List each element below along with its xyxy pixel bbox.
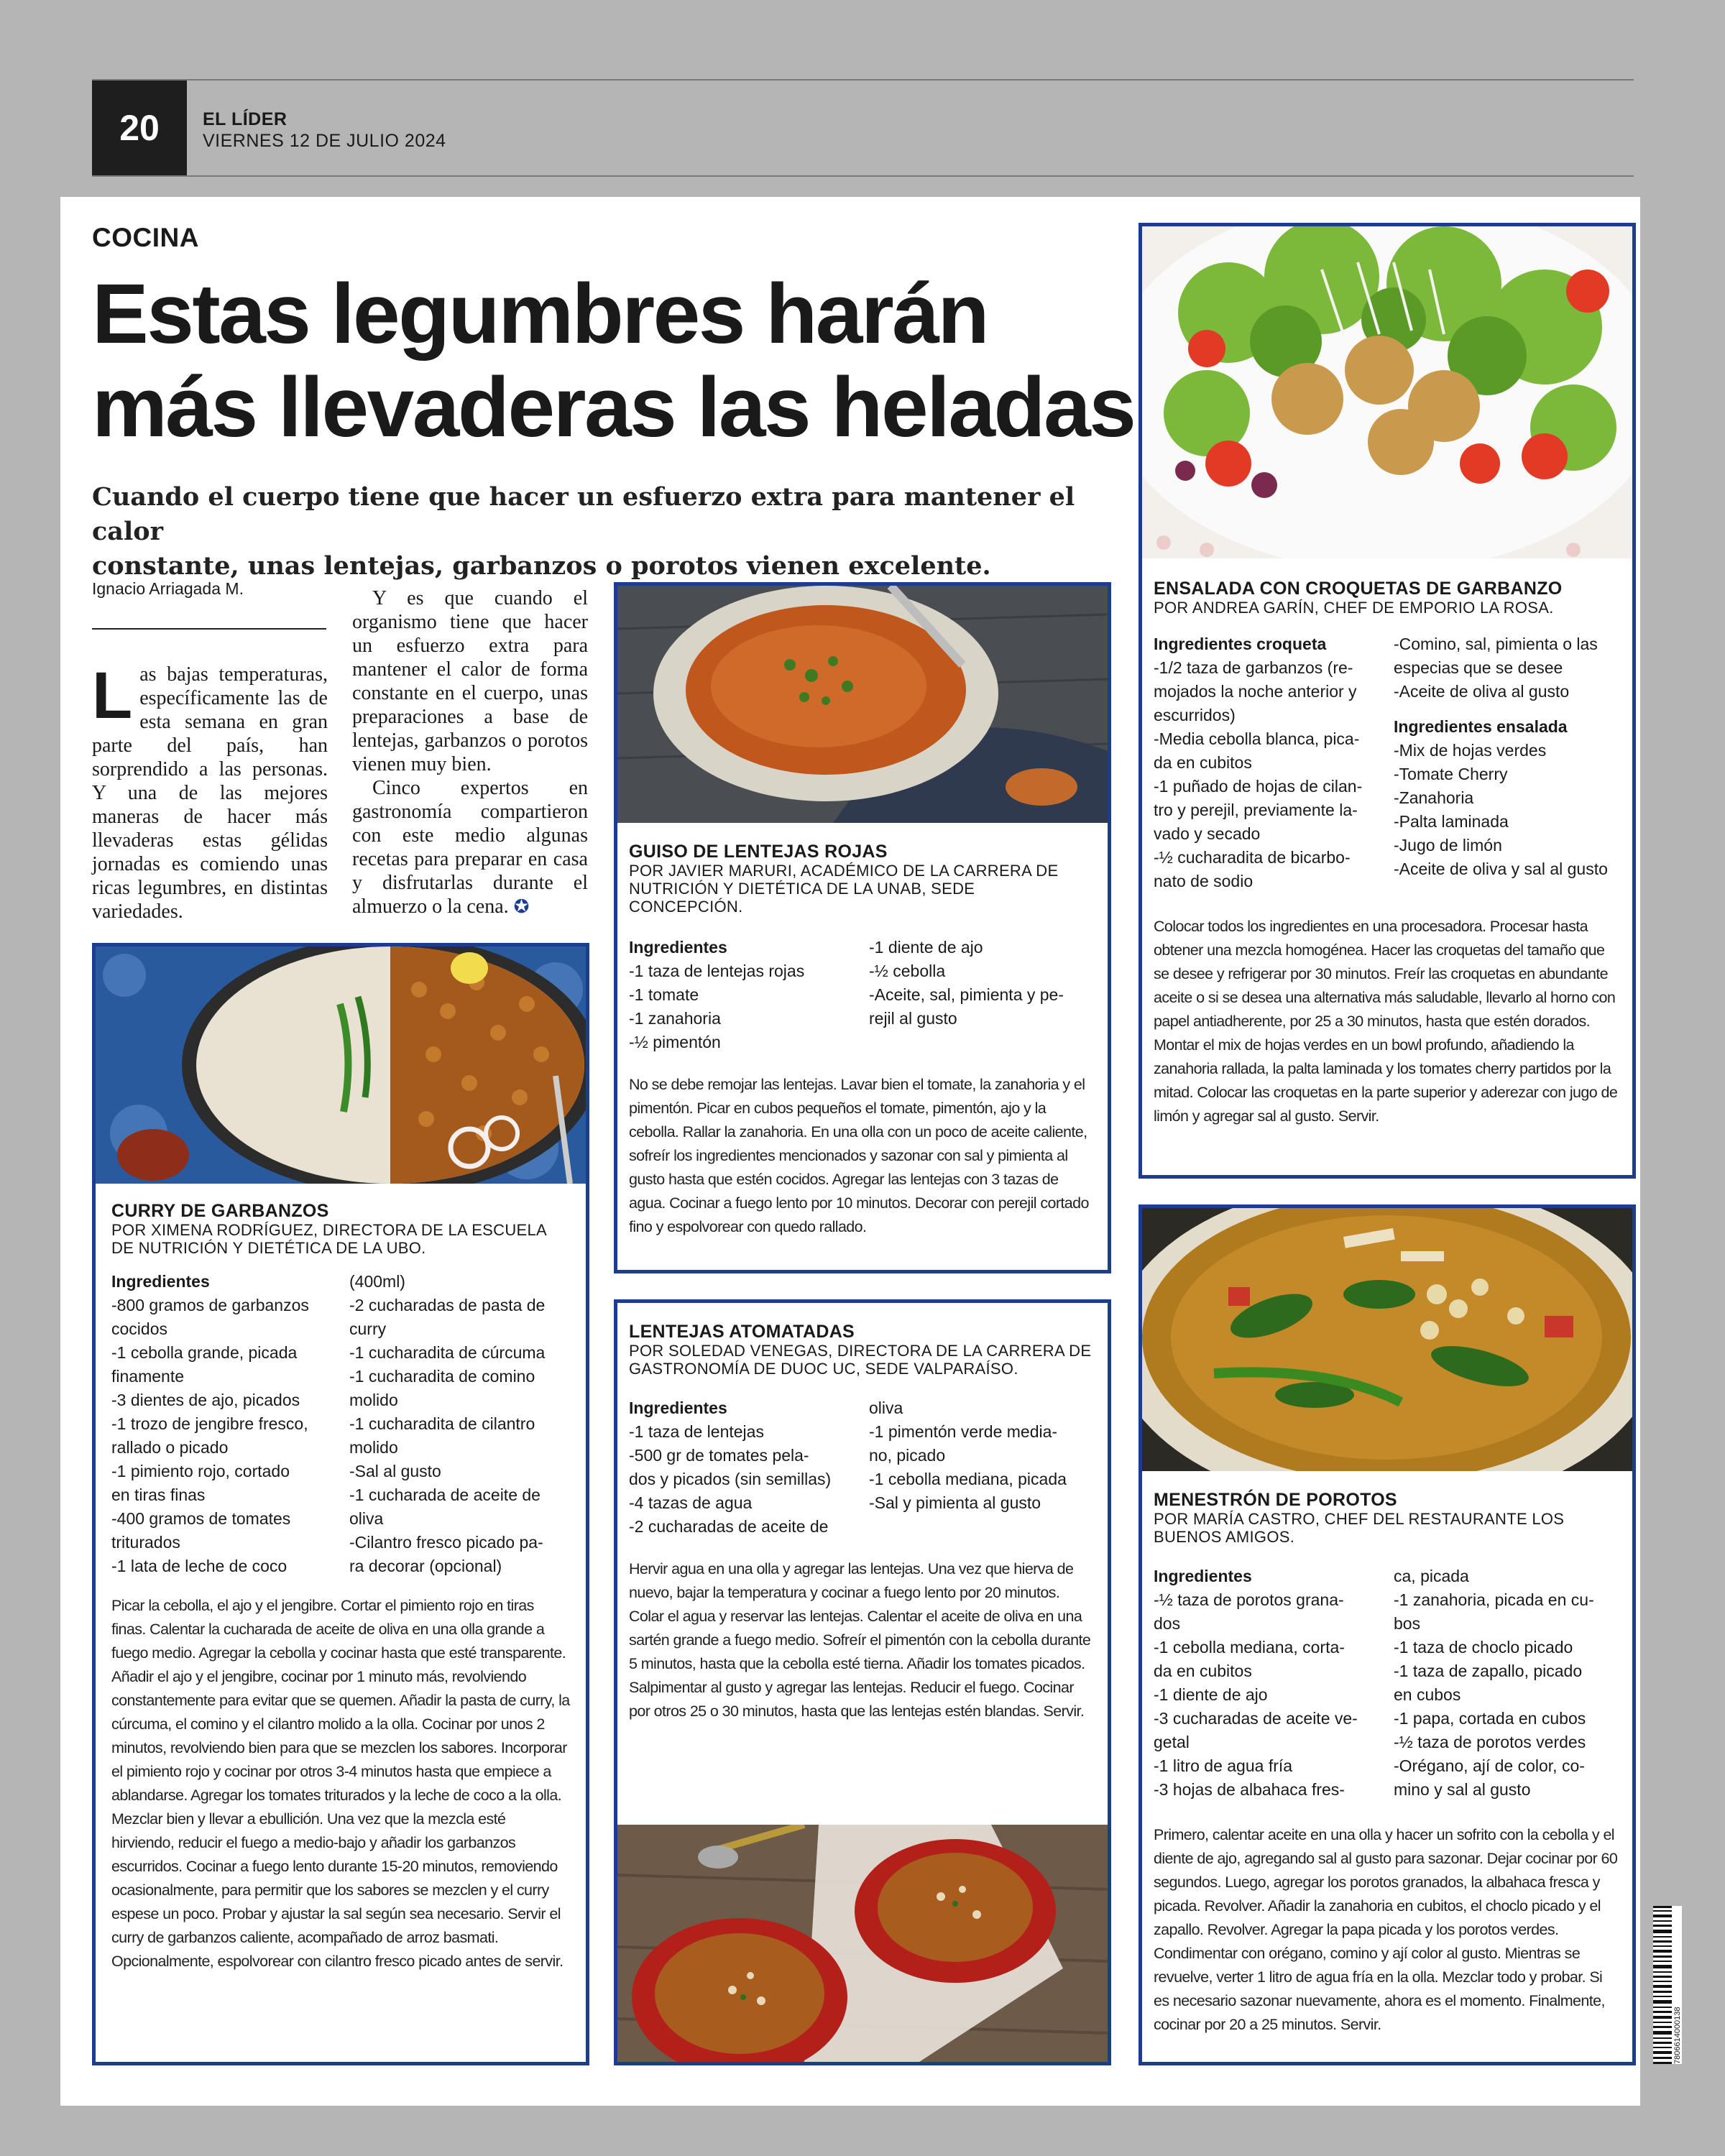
- ingredient-line: -1 papa, cortada en cubos: [1394, 1709, 1586, 1728]
- ingredient-line: -Zanahoria: [1394, 788, 1474, 807]
- ingredient-line: -1 zanahoria: [629, 1009, 721, 1028]
- recipe-byline-guiso-1: POR JAVIER MARURI, ACADÉMICO DE LA CARRERA DE: [629, 862, 1059, 880]
- ingredients-atomatadas: [629, 1396, 1093, 1539]
- ingredient-line: rallado o picado: [111, 1438, 229, 1457]
- issue-date: VIERNES 12 DE JULIO 2024: [203, 131, 446, 151]
- ingredient-line: -1 cucharadita de cúrcuma: [349, 1343, 546, 1362]
- ingredient-line: -Aceite de oliva y sal al gusto: [1394, 860, 1608, 878]
- recipe-byline-menestron-2: BUENOS AMIGOS.: [1154, 1528, 1295, 1546]
- ingredient-line: -1 cebolla grande, picada: [111, 1343, 298, 1362]
- ingredient-line: -1 trozo de jengibre fresco,: [111, 1414, 308, 1433]
- article-paragraph-3: [352, 776, 588, 918]
- recipe-byline-guiso-2: NUTRICIÓN Y DIETÉTICA DE LA UNAB, SEDE CONCEPCIÓN.: [629, 880, 975, 916]
- ingredient-line: -3 hojas de albahaca fres-: [1154, 1780, 1345, 1799]
- ingredient-line: -Sal al gusto: [349, 1462, 441, 1480]
- ingredient-line: -Tomate Cherry: [1394, 765, 1508, 783]
- instructions-guiso: No se debe remojar las lentejas. Lavar bien el tomate, la zanahoria y el pimentón. Picar en cubos pequeños el tomate, pimentón, ajo y la cebolla. Rallar la zanahoria. En una olla con un poco de aceite caliente, sofreír los ingredientes mencionados y sazonar con sal y pimienta al gusto hasta que estén cocidos. Agregar las lentejas con 3 tazas de agua. Cocinar a fuego lento por 10 minutos. Decorar con perejil cortado fino y espolvorear con quedo rallado.: [629, 1076, 1089, 1235]
- recipe-byline-atomatadas-2: GASTRONOMÍA DE DUOC UC, SEDE VALPARAÍSO.: [629, 1360, 1018, 1378]
- ingredient-line: -1 tomate: [629, 985, 699, 1004]
- photo-salad: [1142, 226, 1632, 558]
- ingredient-line: da en cubitos: [1154, 753, 1252, 772]
- recipe-box-curry: [92, 943, 589, 2065]
- ingredient-line: -1 zanahoria, picada en cu-: [1394, 1590, 1594, 1609]
- ingredients-label-2: Ingredientes ensalada: [1394, 717, 1568, 736]
- ingredients-label: Ingredientes: [1154, 1567, 1252, 1585]
- ingredient-line: curry: [349, 1319, 387, 1338]
- ingredient-line: -1 lata de leche de coco: [111, 1557, 288, 1575]
- ingredients-menestron-left: [1154, 1565, 1378, 1802]
- ingredient-line: cocidos: [111, 1319, 167, 1338]
- ingredient-line: -3 cucharadas de aceite ve-: [1154, 1709, 1358, 1728]
- ingredients-ensalada: [1154, 632, 1618, 893]
- byline-rule: [92, 628, 326, 630]
- ingredient-line: -Sal y pimienta al gusto: [869, 1493, 1041, 1512]
- article-column-2: [352, 586, 588, 918]
- ingredient-line: especias que se desee: [1394, 658, 1563, 677]
- ingredient-line: -1 taza de zapallo, picado: [1394, 1662, 1583, 1680]
- ingredient-line: vado y secado: [1154, 824, 1261, 843]
- ingredients-curry-left: [111, 1270, 334, 1578]
- recipe-box-ensalada: [1138, 223, 1636, 1179]
- ingredient-line: -½ taza de porotos verdes: [1394, 1733, 1586, 1751]
- ingredient-line: triturados: [111, 1533, 180, 1552]
- ingredient-line: -1 taza de lentejas: [629, 1422, 764, 1441]
- ingredient-line: rejil al gusto: [869, 1009, 957, 1028]
- recipe-byline-curry-1: POR XIMENA RODRÍGUEZ, DIRECTORA DE LA ESCUELA: [111, 1221, 548, 1239]
- ingredient-line: molido: [349, 1438, 398, 1457]
- ingredient-line: -1 cucharadita de cilantro: [349, 1414, 535, 1433]
- recipe-title-atomatadas: LENTEJAS ATOMATADAS: [629, 1322, 855, 1342]
- ingredient-line: en tiras finas: [111, 1485, 206, 1504]
- end-mark-icon: ✪: [513, 896, 530, 917]
- instructions-menestron: Primero, calentar aceite en una olla y hacer un sofrito con la cebolla y el diente de ajo, agregando sal al gusto para sazonar. Dejar cocinar por 60 segundos. Luego, agregar los porotos granados, la albahaca fresca y picada. Revolver. Añadir la zanahoria en cubitos, el choclo picado y el zapallo. Revolver. Agregar la papa picada y los porotos verdes. Condimentar con orégano, comino y ají color al gusto. Mientras se revuelve, verter 1 litro de agua fría en la olla. Mezclar todo y probar. Si es necesario sazonar nuevamente, ahora es el momento. Finalmente, cocinar por 20 a 25 minutos. Servir.: [1154, 1826, 1618, 2033]
- paper-name: EL LÍDER: [203, 109, 288, 129]
- ingredients-curry-right: [349, 1270, 571, 1578]
- instructions-ensalada: Colocar todos los ingredientes en una procesadora. Procesar hasta obtener una mezcla homogénea. Hacer las croquetas del tamaño que se desee y refrigerar por 30 minutos. Freír las croquetas en abundante aceite o si se desea una alternativa más saludable, llevarlo al horno con papel antiadherente, por 25 a 30 minutos, hasta que estén dorados. Montar el mix de hojas verdes en un bowl profundo, añadiendo la zanahoria rallada, la palta laminada y los tomates cherry partidos por la mitad. Colocar las croquetas en la parte superior y aderezar con jugo de limón y agregar sal al gusto. Servir.: [1154, 918, 1618, 1125]
- recipe-title-ensalada: ENSALADA CON CROQUETAS DE GARBANZO: [1154, 579, 1563, 599]
- ingredient-line: -1 diente de ajo: [869, 938, 983, 957]
- ingredient-line: -3 dientes de ajo, picados: [111, 1391, 300, 1409]
- ingredient-line: -1 puñado de hojas de cilan-: [1154, 777, 1363, 796]
- ingredient-line: -1 diente de ajo: [1154, 1685, 1268, 1704]
- dek: [92, 480, 1149, 584]
- ingredients-curry: [111, 1270, 571, 1578]
- ingredient-line: -Comino, sal, pimienta o las: [1394, 635, 1598, 653]
- headline-line-1: Estas legumbres harán: [92, 267, 988, 361]
- ingredient-line: ca, picada: [1394, 1567, 1469, 1585]
- headline: [92, 267, 1141, 454]
- page-number: 20: [92, 80, 187, 175]
- ingredient-line: finamente: [111, 1367, 185, 1386]
- ingredients-label: Ingredientes: [629, 938, 727, 957]
- ingredients-ensalada-right: [1394, 632, 1618, 893]
- dek-line-2: constante, unas lentejas, garbanzos o porotos vienen excelente.: [92, 551, 991, 581]
- ingredient-line: dos y picados (sin semillas): [629, 1470, 832, 1488]
- bean-stew-illustration: [1142, 1208, 1632, 1471]
- ingredient-line: -1 cucharadita de comino: [349, 1367, 535, 1386]
- ingredients-atomatadas-left: [629, 1396, 853, 1539]
- ingredient-line: -½ pimentón: [629, 1033, 721, 1051]
- recipe-byline-ensalada-1: POR ANDREA GARÍN, CHEF DE EMPORIO LA ROSA.: [1154, 599, 1554, 617]
- ingredient-line: en cubos: [1394, 1685, 1461, 1704]
- ingredients-ensalada-left: [1154, 632, 1378, 893]
- recipe-box-menestron: [1138, 1204, 1636, 2065]
- ingredient-line: escurridos): [1154, 706, 1236, 724]
- ingredient-line: -1/2 taza de garbanzos (re-: [1154, 658, 1353, 677]
- recipe-title-menestron: MENESTRÓN DE POROTOS: [1154, 1490, 1397, 1510]
- photo-lentil-soup: [617, 586, 1108, 823]
- ingredients-label: Ingredientes: [111, 1272, 210, 1291]
- recipe-box-guiso: [614, 582, 1111, 1273]
- ingredients-guiso-right: [869, 936, 1093, 1054]
- ingredients-label: Ingredientes: [629, 1399, 727, 1417]
- ingredient-line: mojados la noche anterior y: [1154, 682, 1357, 701]
- ingredient-line: -1 cebolla mediana, picada: [869, 1470, 1067, 1488]
- ingredient-line: -1 taza de choclo picado: [1394, 1638, 1573, 1657]
- dek-line-1: Cuando el cuerpo tiene que hacer un esfuerzo extra para mantener el calor: [92, 482, 1075, 546]
- recipe-byline-atomatadas-1: POR SOLEDAD VENEGAS, DIRECTORA DE LA CARRERA DE: [629, 1342, 1092, 1360]
- ingredient-line: -500 gr de tomates pela-: [629, 1446, 809, 1465]
- masthead-top-rule: [92, 79, 1634, 80]
- photo-curry-dish: [96, 946, 586, 1184]
- ingredient-line: dos: [1154, 1614, 1181, 1633]
- ingredient-line: -Palta laminada: [1394, 812, 1509, 831]
- section-label: COCINA: [92, 223, 199, 252]
- ingredients-label: Ingredientes croqueta: [1154, 635, 1327, 653]
- ingredient-line: ra decorar (opcional): [349, 1557, 502, 1575]
- ingredient-line: -800 gramos de garbanzos: [111, 1296, 309, 1314]
- ingredient-line: oliva: [869, 1399, 903, 1417]
- ingredient-line: -2 cucharadas de aceite de: [629, 1517, 829, 1536]
- ingredient-line: bos: [1394, 1614, 1421, 1633]
- lentil-soup-illustration: [617, 586, 1108, 823]
- tomato-lentils-illustration: [617, 1825, 1108, 2062]
- recipe-title-guiso: GUISO DE LENTEJAS ROJAS: [629, 842, 888, 862]
- ingredients-menestron: [1154, 1565, 1618, 1802]
- ingredient-line: oliva: [349, 1509, 384, 1528]
- ingredient-line: -Cilantro fresco picado pa-: [349, 1533, 543, 1552]
- instructions-atomatadas: Hervir agua en una olla y agregar las lentejas. Una vez que hierva de nuevo, bajar la temperatura y cocinar a fuego lento por 20 minutos. Colar el agua y reservar las lentejas. Calentar el aceite de oliva en una sartén grande a fuego medio. Sofreír el pimentón con la cebolla durante 5 minutos, hasta que la cebolla esté tierna. Añadir los tomates picados. Salpimentar al gusto y agregar las lentejas. Reducir el fuego. Cocinar por otros 25 o 30 minutos, hasta que las lentejas estén blandas. Servir.: [629, 1560, 1091, 1720]
- ingredients-menestron-right: [1394, 1565, 1618, 1802]
- instructions-curry: Picar la cebolla, el ajo y el jengibre. Cortar el pimiento rojo en tiras finas. Calentar la cucharada de aceite de oliva en una olla grande a fuego medio. Agregar la cebolla y cocinar hasta que esté transparente. Añadir el ajo y el jengibre, cocinar por 1 minuto más, revolviendo constantemente para evitar que se quemen. Añadir la pasta de curry, la cúrcuma, el comino y el cilantro molido a la olla. Cocinar por unos 2 minutos, revolviendo bien para que se mezclen los sabores. Incorporar el pimiento rojo y cocinar por otros 3-4 minutos hasta que empiece a ablandarse. Agregar los tomates triturados y la leche de coco a la olla. Mezclar bien y llevar a ebullición. Una vez que la mezcla esté hirviendo, reducir el fuego a medio-bajo y añadir los garbanzos escurridos. Cocinar a fuego lento durante 15-20 minutos, removiendo ocasionalmente, para permitir que los sabores se mezclen y el curry espese un poco. Probar y ajustar la sal según sea necesario. Servir el curry de garbanzos caliente, acompañado de arroz basmati. Opcionalmente, espolvorear con cilantro fresco picado antes de servir.: [111, 1597, 570, 1970]
- ingredient-line: -1 taza de lentejas rojas: [629, 962, 805, 980]
- barcode-icon: [1653, 1906, 1672, 2064]
- ingredients-atomatadas-right: [869, 1396, 1093, 1539]
- ingredient-line: -Mix de hojas verdes: [1394, 741, 1547, 760]
- salad-illustration: [1142, 226, 1632, 558]
- ingredient-line: -½ taza de porotos grana-: [1154, 1590, 1344, 1609]
- curry-illustration: [96, 946, 586, 1184]
- drop-cap: L: [92, 659, 133, 732]
- headline-line-2: más llevaderas las heladas: [92, 360, 1135, 455]
- ingredient-line: -1 litro de agua fría: [1154, 1756, 1293, 1775]
- ingredient-line: tro y perejil, previamente la-: [1154, 801, 1358, 819]
- photo-tomato-lentils: [617, 1825, 1108, 2062]
- recipe-title-curry: CURRY DE GARBANZOS: [111, 1201, 329, 1221]
- ingredient-line: -1 pimentón verde media-: [869, 1422, 1058, 1441]
- ingredient-line: -2 cucharadas de pasta de: [349, 1296, 546, 1314]
- ingredient-line: nato de sodio: [1154, 872, 1254, 890]
- ingredient-line: -Media cebolla blanca, pica-: [1154, 729, 1360, 748]
- article-column-1: [92, 659, 328, 923]
- ingredient-line: (400ml): [349, 1272, 405, 1291]
- recipe-byline-curry-2: DE NUTRICIÓN Y DIETÉTICA DE LA UBO.: [111, 1239, 426, 1257]
- ingredient-line: -½ cucharadita de bicarbo-: [1154, 848, 1351, 867]
- recipe-byline-menestron-1: POR MARÍA CASTRO, CHEF DEL RESTAURANTE LOS: [1154, 1510, 1565, 1528]
- article-paragraph-3-text: Cinco expertos en gastronomía compartieron con este medio algunas recetas para preparar en casa y disfrutarlas durante el almuerzo o la cena.: [352, 777, 588, 918]
- recipe-box-atomatadas: [614, 1299, 1111, 2065]
- ingredient-line: -1 cebolla mediana, corta-: [1154, 1638, 1345, 1657]
- ingredient-line: -½ cebolla: [869, 962, 946, 980]
- ingredient-line: no, picado: [869, 1446, 946, 1465]
- barcode: [1653, 1906, 1682, 2064]
- byline: Ignacio Arriagada M.: [92, 579, 244, 598]
- photo-bean-stew: [1142, 1208, 1632, 1471]
- ingredients-guiso: [629, 936, 1093, 1054]
- ingredient-line: -Aceite, sal, pimienta y pe-: [869, 985, 1064, 1004]
- masthead-bottom-rule: [92, 175, 1634, 177]
- ingredient-line: da en cubitos: [1154, 1662, 1252, 1680]
- ingredient-line: -1 cucharada de aceite de: [349, 1485, 540, 1504]
- ingredient-line: molido: [349, 1391, 398, 1409]
- ingredient-line: -Jugo de limón: [1394, 836, 1502, 854]
- ingredient-line: getal: [1154, 1733, 1190, 1751]
- ingredient-line: -Orégano, ají de color, co-: [1394, 1756, 1585, 1775]
- ingredient-line: -4 tazas de agua: [629, 1493, 753, 1512]
- article-paragraph-2: Y es que cuando el organismo tiene que hacer un esfuerzo extra para mantener el calor de forma constante en el cuerpo, unas preparaciones a base de lentejas, garbanzos o porotos vienen muy bien.: [352, 587, 588, 775]
- article-text-1: as bajas temperaturas, específicamente las de esta semana en gran parte del país, han sorprendido a las personas. Y una de las mejores maneras de hacer más llevaderas estas gélidas jornadas es comiendo unas ricas legumbres, en distintas variedades.: [92, 663, 328, 923]
- ingredient-line: -400 gramos de tomates: [111, 1509, 291, 1528]
- ingredient-line: -1 pimiento rojo, cortado: [111, 1462, 290, 1480]
- barcode-number: 7806614000138: [1673, 2007, 1682, 2064]
- ingredient-line: -Aceite de oliva al gusto: [1394, 682, 1570, 701]
- ingredients-guiso-left: [629, 936, 853, 1054]
- ingredient-line: mino y sal al gusto: [1394, 1780, 1531, 1799]
